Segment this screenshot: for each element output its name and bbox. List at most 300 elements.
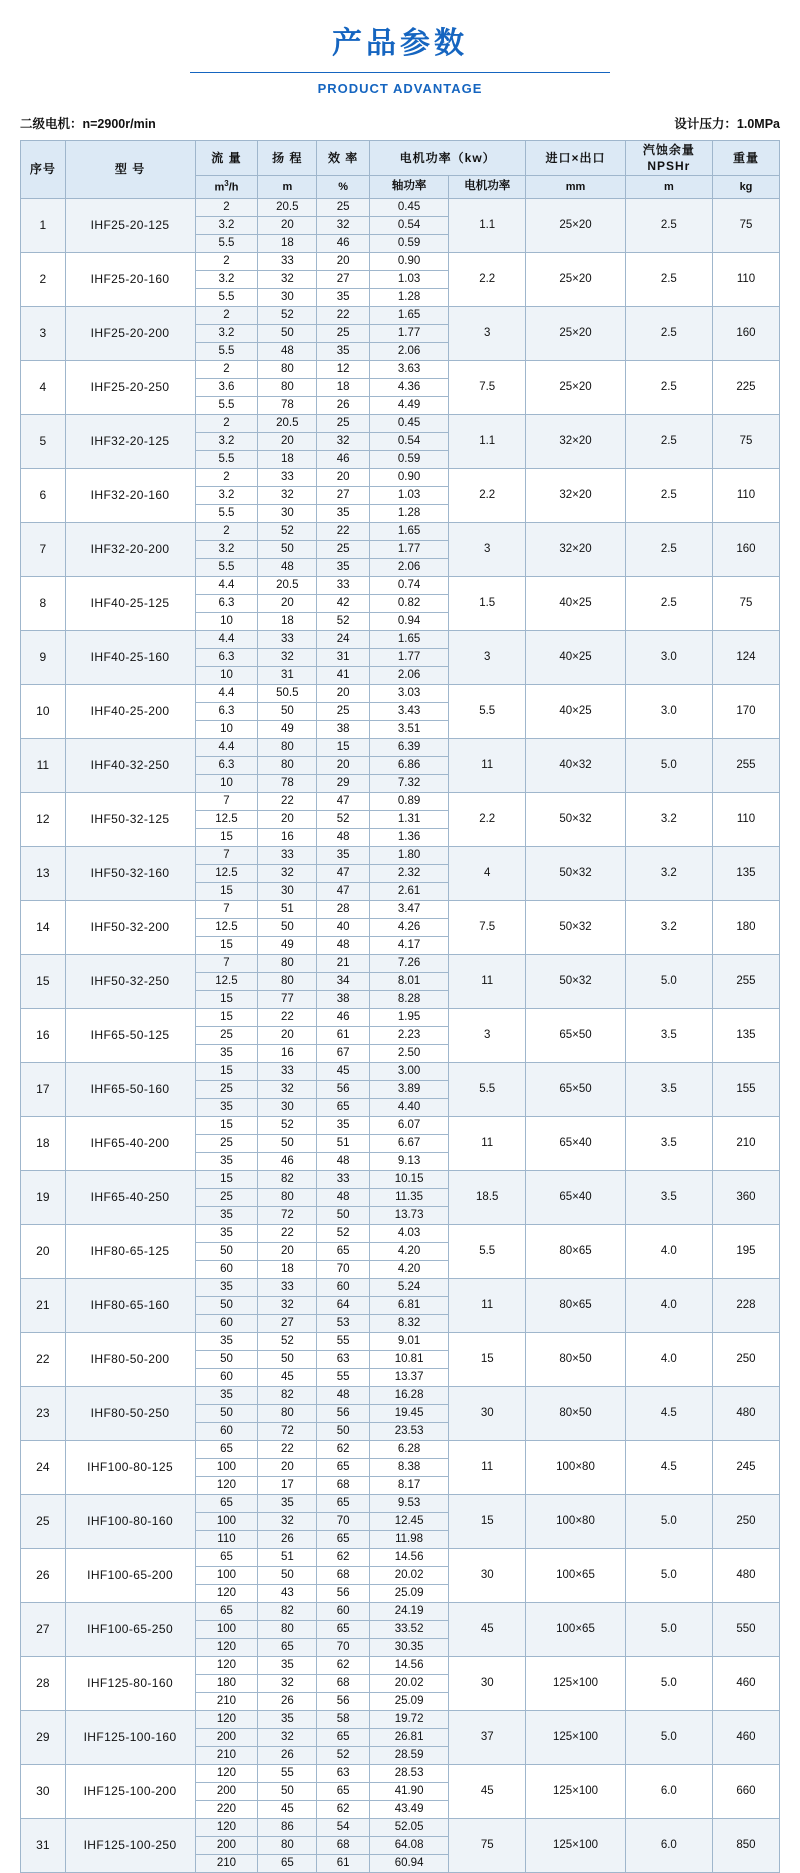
motor-note: 二级电机：n=2900r/min <box>20 117 156 131</box>
cell-shaft: 25.09 <box>370 1585 449 1603</box>
cell-npsh: 3.5 <box>625 1171 712 1225</box>
cell-flow: 35 <box>195 1207 258 1225</box>
cell-model: IHF65-50-160 <box>65 1063 195 1117</box>
cell-flow: 4.4 <box>195 685 258 703</box>
cell-shaft: 10.15 <box>370 1171 449 1189</box>
cell-shaft: 6.67 <box>370 1135 449 1153</box>
cell-shaft: 8.01 <box>370 973 449 991</box>
cell-model: IHF25-20-250 <box>65 361 195 415</box>
cell-head: 20 <box>258 217 317 235</box>
cell-motor-power: 15 <box>449 1495 526 1549</box>
cell-shaft: 64.08 <box>370 1837 449 1855</box>
cell-model: IHF25-20-125 <box>65 199 195 253</box>
cell-index: 19 <box>21 1171 66 1225</box>
cell-flow: 60 <box>195 1315 258 1333</box>
cell-shaft: 4.26 <box>370 919 449 937</box>
cell-shaft: 8.17 <box>370 1477 449 1495</box>
cell-flow: 50 <box>195 1405 258 1423</box>
cell-index: 27 <box>21 1603 66 1657</box>
cell-flow: 35 <box>195 1045 258 1063</box>
cell-inout: 25×20 <box>526 199 625 253</box>
cell-head: 50 <box>258 919 317 937</box>
cell-eff: 47 <box>317 793 370 811</box>
cell-inout: 65×40 <box>526 1171 625 1225</box>
cell-flow: 5.5 <box>195 559 258 577</box>
cell-npsh: 4.5 <box>625 1441 712 1495</box>
cell-model: IHF125-80-160 <box>65 1657 195 1711</box>
cell-eff: 47 <box>317 865 370 883</box>
cell-npsh: 5.0 <box>625 1657 712 1711</box>
col-eff: 效 率 <box>317 141 370 176</box>
cell-npsh: 3.2 <box>625 793 712 847</box>
cell-head: 31 <box>258 667 317 685</box>
cell-inout: 32×20 <box>526 469 625 523</box>
cell-index: 6 <box>21 469 66 523</box>
cell-flow: 200 <box>195 1837 258 1855</box>
cell-eff: 54 <box>317 1819 370 1837</box>
cell-shaft: 0.74 <box>370 577 449 595</box>
cell-shaft: 14.56 <box>370 1657 449 1675</box>
cell-shaft: 1.65 <box>370 307 449 325</box>
col-head: 扬 程 <box>258 141 317 176</box>
cell-head: 16 <box>258 1045 317 1063</box>
cell-inout: 125×100 <box>526 1765 625 1819</box>
cell-model: IHF50-32-160 <box>65 847 195 901</box>
cell-weight: 480 <box>712 1549 779 1603</box>
cell-head: 50.5 <box>258 685 317 703</box>
cell-weight: 155 <box>712 1063 779 1117</box>
cell-eff: 65 <box>317 1459 370 1477</box>
cell-inout: 100×80 <box>526 1441 625 1495</box>
cell-weight: 360 <box>712 1171 779 1225</box>
cell-eff: 62 <box>317 1801 370 1819</box>
cell-flow: 2 <box>195 253 258 271</box>
cell-inout: 25×20 <box>526 307 625 361</box>
cell-inout: 50×32 <box>526 847 625 901</box>
cell-head: 52 <box>258 307 317 325</box>
cell-eff: 65 <box>317 1783 370 1801</box>
cell-index: 29 <box>21 1711 66 1765</box>
cell-head: 50 <box>258 325 317 343</box>
cell-shaft: 3.89 <box>370 1081 449 1099</box>
cell-eff: 20 <box>317 469 370 487</box>
cell-flow: 35 <box>195 1387 258 1405</box>
cell-eff: 29 <box>317 775 370 793</box>
cell-head: 48 <box>258 343 317 361</box>
cell-npsh: 2.5 <box>625 523 712 577</box>
table-row <box>21 1387 780 1405</box>
cell-head: 32 <box>258 1513 317 1531</box>
cell-flow: 12.5 <box>195 919 258 937</box>
cell-index: 31 <box>21 1819 66 1873</box>
cell-eff: 52 <box>317 1225 370 1243</box>
cell-shaft: 10.81 <box>370 1351 449 1369</box>
cell-shaft: 3.51 <box>370 721 449 739</box>
cell-inout: 50×32 <box>526 901 625 955</box>
cell-npsh: 3.5 <box>625 1117 712 1171</box>
col-shaft-power: 轴功率 <box>370 176 449 199</box>
cell-flow: 210 <box>195 1693 258 1711</box>
table-row <box>21 1063 780 1081</box>
cell-model: IHF80-50-250 <box>65 1387 195 1441</box>
cell-npsh: 5.0 <box>625 1549 712 1603</box>
cell-head: 43 <box>258 1585 317 1603</box>
cell-flow: 6.3 <box>195 649 258 667</box>
cell-eff: 56 <box>317 1405 370 1423</box>
cell-flow: 2 <box>195 307 258 325</box>
col-motor-power: 电机功率 <box>449 176 526 199</box>
pressure-note: 设计压力：1.0MPa <box>674 117 780 131</box>
col-power-group: 电机功率（kw） <box>370 141 526 176</box>
cell-head: 32 <box>258 865 317 883</box>
cell-head: 35 <box>258 1711 317 1729</box>
cell-weight: 180 <box>712 901 779 955</box>
cell-shaft: 1.36 <box>370 829 449 847</box>
cell-eff: 61 <box>317 1027 370 1045</box>
table-row <box>21 1279 780 1297</box>
cell-eff: 38 <box>317 991 370 1009</box>
cell-flow: 15 <box>195 1009 258 1027</box>
cell-shaft: 2.32 <box>370 865 449 883</box>
cell-inout: 40×25 <box>526 685 625 739</box>
cell-shaft: 1.80 <box>370 847 449 865</box>
cell-head: 50 <box>258 1135 317 1153</box>
cell-weight: 160 <box>712 307 779 361</box>
cell-flow: 50 <box>195 1243 258 1261</box>
cell-eff: 62 <box>317 1441 370 1459</box>
cell-head: 82 <box>258 1171 317 1189</box>
cell-head: 82 <box>258 1603 317 1621</box>
cell-eff: 12 <box>317 361 370 379</box>
cell-head: 52 <box>258 1333 317 1351</box>
cell-head: 45 <box>258 1369 317 1387</box>
cell-model: IHF125-100-200 <box>65 1765 195 1819</box>
cell-weight: 160 <box>712 523 779 577</box>
cell-index: 3 <box>21 307 66 361</box>
cell-inout: 125×100 <box>526 1711 625 1765</box>
cell-shaft: 14.56 <box>370 1549 449 1567</box>
cell-head: 17 <box>258 1477 317 1495</box>
cell-head: 20 <box>258 595 317 613</box>
cell-shaft: 5.24 <box>370 1279 449 1297</box>
cell-model: IHF50-32-125 <box>65 793 195 847</box>
table-row <box>21 199 780 217</box>
cell-index: 20 <box>21 1225 66 1279</box>
cell-shaft: 0.54 <box>370 433 449 451</box>
cell-shaft: 0.54 <box>370 217 449 235</box>
cell-npsh: 2.5 <box>625 361 712 415</box>
col-model: 型 号 <box>65 141 195 199</box>
cell-shaft: 13.37 <box>370 1369 449 1387</box>
cell-eff: 24 <box>317 631 370 649</box>
cell-flow: 3.2 <box>195 271 258 289</box>
cell-flow: 3.2 <box>195 325 258 343</box>
cell-eff: 31 <box>317 649 370 667</box>
cell-shaft: 19.72 <box>370 1711 449 1729</box>
cell-shaft: 20.02 <box>370 1567 449 1585</box>
cell-flow: 120 <box>195 1819 258 1837</box>
table-row <box>21 307 780 325</box>
cell-head: 51 <box>258 1549 317 1567</box>
cell-flow: 65 <box>195 1441 258 1459</box>
cell-model: IHF25-20-200 <box>65 307 195 361</box>
table-row <box>21 685 780 703</box>
page-header <box>20 0 780 96</box>
cell-index: 30 <box>21 1765 66 1819</box>
table-row <box>21 1711 780 1729</box>
cell-eff: 65 <box>317 1621 370 1639</box>
cell-eff: 65 <box>317 1531 370 1549</box>
cell-index: 8 <box>21 577 66 631</box>
cell-motor-power: 11 <box>449 1441 526 1495</box>
cell-flow: 12.5 <box>195 811 258 829</box>
cell-eff: 48 <box>317 829 370 847</box>
cell-eff: 52 <box>317 811 370 829</box>
cell-flow: 65 <box>195 1603 258 1621</box>
cell-shaft: 8.28 <box>370 991 449 1009</box>
cell-head: 20.5 <box>258 577 317 595</box>
cell-eff: 52 <box>317 1747 370 1765</box>
cell-flow: 6.3 <box>195 757 258 775</box>
cell-head: 27 <box>258 1315 317 1333</box>
table-row <box>21 793 780 811</box>
cell-weight: 75 <box>712 199 779 253</box>
cell-weight: 480 <box>712 1387 779 1441</box>
cell-shaft: 1.65 <box>370 523 449 541</box>
cell-shaft: 9.01 <box>370 1333 449 1351</box>
cell-eff: 27 <box>317 487 370 505</box>
cell-motor-power: 15 <box>449 1333 526 1387</box>
cell-index: 21 <box>21 1279 66 1333</box>
cell-shaft: 8.32 <box>370 1315 449 1333</box>
cell-inout: 32×20 <box>526 415 625 469</box>
cell-eff: 21 <box>317 955 370 973</box>
cell-motor-power: 11 <box>449 1279 526 1333</box>
cell-head: 78 <box>258 775 317 793</box>
cell-weight: 660 <box>712 1765 779 1819</box>
cell-flow: 25 <box>195 1081 258 1099</box>
spec-table <box>20 140 780 1873</box>
cell-flow: 110 <box>195 1531 258 1549</box>
cell-head: 50 <box>258 541 317 559</box>
cell-eff: 33 <box>317 1171 370 1189</box>
cell-head: 30 <box>258 505 317 523</box>
cell-shaft: 0.89 <box>370 793 449 811</box>
cell-flow: 100 <box>195 1621 258 1639</box>
cell-head: 48 <box>258 559 317 577</box>
cell-eff: 40 <box>317 919 370 937</box>
cell-motor-power: 7.5 <box>449 901 526 955</box>
cell-eff: 55 <box>317 1333 370 1351</box>
cell-head: 55 <box>258 1765 317 1783</box>
cell-head: 78 <box>258 397 317 415</box>
cell-inout: 25×20 <box>526 361 625 415</box>
cell-eff: 52 <box>317 613 370 631</box>
cell-eff: 70 <box>317 1513 370 1531</box>
cell-head: 22 <box>258 1225 317 1243</box>
cell-shaft: 1.77 <box>370 541 449 559</box>
cell-shaft: 0.45 <box>370 415 449 433</box>
cell-motor-power: 3 <box>449 1009 526 1063</box>
cell-flow: 120 <box>195 1639 258 1657</box>
cell-shaft: 3.63 <box>370 361 449 379</box>
cell-weight: 110 <box>712 253 779 307</box>
cell-head: 20 <box>258 1243 317 1261</box>
table-row <box>21 1333 780 1351</box>
cell-eff: 48 <box>317 1189 370 1207</box>
cell-flow: 5.5 <box>195 451 258 469</box>
cell-inout: 65×50 <box>526 1009 625 1063</box>
cell-flow: 120 <box>195 1585 258 1603</box>
cell-eff: 35 <box>317 289 370 307</box>
cell-eff: 63 <box>317 1351 370 1369</box>
cell-index: 28 <box>21 1657 66 1711</box>
col-inout: 进口×出口 <box>526 141 625 176</box>
table-row <box>21 361 780 379</box>
cell-weight: 250 <box>712 1495 779 1549</box>
cell-inout: 40×25 <box>526 577 625 631</box>
cell-weight: 550 <box>712 1603 779 1657</box>
cell-eff: 56 <box>317 1693 370 1711</box>
cell-flow: 7 <box>195 901 258 919</box>
cell-eff: 62 <box>317 1657 370 1675</box>
cell-flow: 5.5 <box>195 397 258 415</box>
table-row <box>21 1603 780 1621</box>
cell-motor-power: 4 <box>449 847 526 901</box>
cell-flow: 25 <box>195 1027 258 1045</box>
cell-eff: 46 <box>317 451 370 469</box>
cell-weight: 225 <box>712 361 779 415</box>
cell-shaft: 11.35 <box>370 1189 449 1207</box>
cell-shaft: 4.40 <box>370 1099 449 1117</box>
cell-inout: 125×100 <box>526 1819 625 1873</box>
cell-model: IHF100-65-200 <box>65 1549 195 1603</box>
cell-index: 1 <box>21 199 66 253</box>
cell-model: IHF100-65-250 <box>65 1603 195 1657</box>
cell-eff: 28 <box>317 901 370 919</box>
cell-head: 77 <box>258 991 317 1009</box>
cell-model: IHF80-65-125 <box>65 1225 195 1279</box>
cell-model: IHF100-80-125 <box>65 1441 195 1495</box>
cell-npsh: 3.5 <box>625 1009 712 1063</box>
cell-shaft: 4.49 <box>370 397 449 415</box>
cell-weight: 210 <box>712 1117 779 1171</box>
table-row <box>21 739 780 757</box>
cell-weight: 228 <box>712 1279 779 1333</box>
cell-shaft: 25.09 <box>370 1693 449 1711</box>
cell-head: 72 <box>258 1423 317 1441</box>
cell-head: 72 <box>258 1207 317 1225</box>
cell-shaft: 0.82 <box>370 595 449 613</box>
cell-shaft: 3.00 <box>370 1063 449 1081</box>
cell-weight: 75 <box>712 415 779 469</box>
cell-head: 22 <box>258 793 317 811</box>
table-row <box>21 1117 780 1135</box>
cell-weight: 255 <box>712 955 779 1009</box>
cell-eff: 42 <box>317 595 370 613</box>
cell-shaft: 52.05 <box>370 1819 449 1837</box>
cell-flow: 15 <box>195 883 258 901</box>
cell-model: IHF80-65-160 <box>65 1279 195 1333</box>
cell-head: 32 <box>258 1729 317 1747</box>
cell-model: IHF125-100-250 <box>65 1819 195 1873</box>
cell-head: 80 <box>258 739 317 757</box>
meta-row <box>20 114 780 132</box>
cell-flow: 10 <box>195 667 258 685</box>
cell-inout: 40×25 <box>526 631 625 685</box>
cell-shaft: 9.13 <box>370 1153 449 1171</box>
cell-head: 80 <box>258 757 317 775</box>
cell-inout: 32×20 <box>526 523 625 577</box>
cell-head: 26 <box>258 1531 317 1549</box>
cell-flow: 15 <box>195 991 258 1009</box>
cell-shaft: 9.53 <box>370 1495 449 1513</box>
cell-eff: 65 <box>317 1729 370 1747</box>
cell-flow: 120 <box>195 1657 258 1675</box>
cell-eff: 56 <box>317 1081 370 1099</box>
cell-index: 14 <box>21 901 66 955</box>
cell-flow: 50 <box>195 1351 258 1369</box>
cell-flow: 25 <box>195 1135 258 1153</box>
cell-shaft: 0.45 <box>370 199 449 217</box>
cell-eff: 53 <box>317 1315 370 1333</box>
cell-eff: 63 <box>317 1765 370 1783</box>
cell-eff: 55 <box>317 1369 370 1387</box>
cell-head: 49 <box>258 721 317 739</box>
cell-eff: 67 <box>317 1045 370 1063</box>
cell-head: 50 <box>258 703 317 721</box>
cell-eff: 15 <box>317 739 370 757</box>
cell-flow: 35 <box>195 1333 258 1351</box>
table-row <box>21 1819 780 1837</box>
cell-flow: 60 <box>195 1423 258 1441</box>
cell-eff: 65 <box>317 1099 370 1117</box>
table-row <box>21 577 780 595</box>
cell-shaft: 1.28 <box>370 505 449 523</box>
cell-eff: 61 <box>317 1855 370 1873</box>
cell-motor-power: 1.1 <box>449 415 526 469</box>
cell-head: 80 <box>258 955 317 973</box>
cell-npsh: 4.0 <box>625 1279 712 1333</box>
unit-head: m <box>258 176 317 199</box>
unit-weight: kg <box>712 176 779 199</box>
cell-weight: 195 <box>712 1225 779 1279</box>
cell-model: IHF65-50-125 <box>65 1009 195 1063</box>
cell-shaft: 1.31 <box>370 811 449 829</box>
cell-flow: 180 <box>195 1675 258 1693</box>
cell-motor-power: 45 <box>449 1603 526 1657</box>
cell-shaft: 4.20 <box>370 1243 449 1261</box>
cell-shaft: 33.52 <box>370 1621 449 1639</box>
cell-index: 22 <box>21 1333 66 1387</box>
cell-flow: 4.4 <box>195 631 258 649</box>
cell-head: 33 <box>258 1279 317 1297</box>
cell-shaft: 1.03 <box>370 271 449 289</box>
cell-npsh: 5.0 <box>625 1603 712 1657</box>
cell-shaft: 0.59 <box>370 235 449 253</box>
cell-flow: 10 <box>195 613 258 631</box>
cell-motor-power: 3 <box>449 631 526 685</box>
cell-model: IHF40-32-250 <box>65 739 195 793</box>
cell-flow: 65 <box>195 1495 258 1513</box>
cell-index: 12 <box>21 793 66 847</box>
cell-inout: 80×65 <box>526 1225 625 1279</box>
cell-motor-power: 1.1 <box>449 199 526 253</box>
cell-flow: 5.5 <box>195 343 258 361</box>
cell-eff: 35 <box>317 1117 370 1135</box>
cell-index: 13 <box>21 847 66 901</box>
cell-shaft: 6.81 <box>370 1297 449 1315</box>
